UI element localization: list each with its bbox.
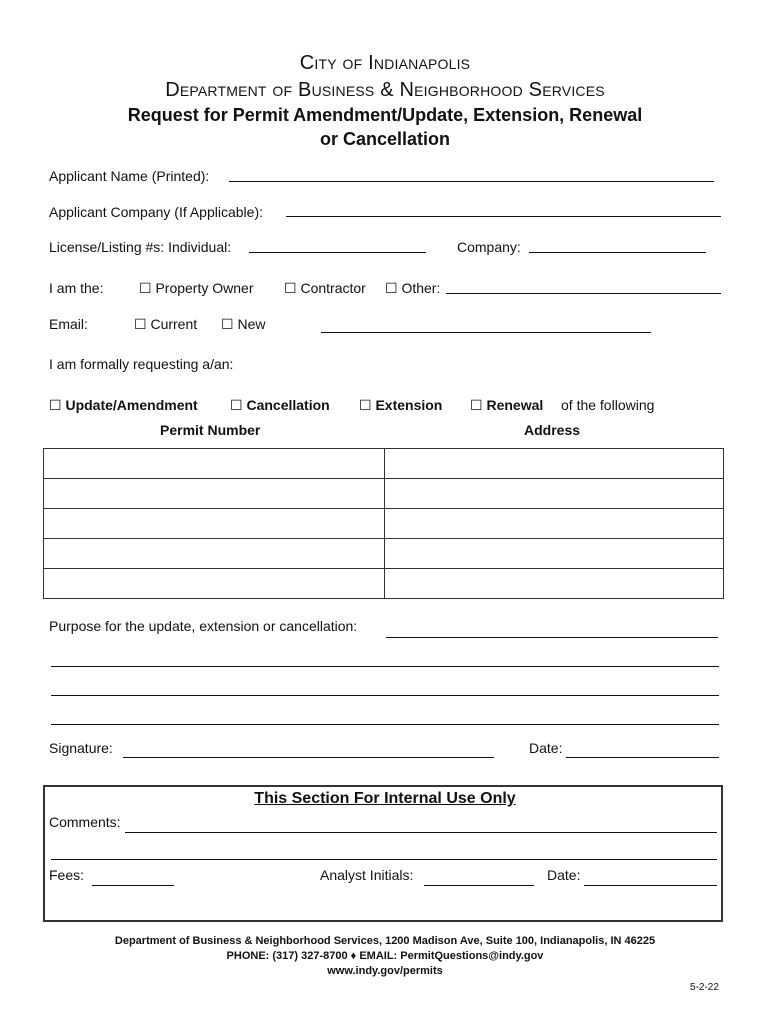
footer-address: Department of Business & Neighborhood Services, 1200 Madison Ave, Suite 100, Indianapolis, IN 46225 bbox=[114, 935, 656, 947]
analyst-initials-label: Analyst Initials: bbox=[320, 867, 414, 883]
request-update-option[interactable] bbox=[49, 397, 198, 414]
request-renewal-option[interactable] bbox=[470, 397, 543, 414]
permit-number-cell[interactable] bbox=[44, 479, 385, 509]
checkbox-icon[interactable]: ☐ bbox=[385, 280, 398, 296]
requesting-label: I am formally requesting a/an: bbox=[49, 356, 234, 372]
applicant-name-field[interactable] bbox=[229, 181, 714, 182]
iam-other-field[interactable] bbox=[446, 293, 721, 294]
table-row bbox=[44, 479, 724, 509]
signature-label: Signature: bbox=[49, 740, 113, 756]
permit-number-cell[interactable] bbox=[44, 539, 385, 569]
iam-other-option[interactable] bbox=[385, 280, 440, 297]
email-field[interactable] bbox=[321, 332, 651, 333]
fees-label: Fees: bbox=[49, 867, 85, 883]
purpose-field-4[interactable] bbox=[51, 724, 719, 725]
table-row bbox=[44, 539, 724, 569]
iam-other-label: Other: bbox=[401, 280, 441, 296]
purpose-label: Purpose for the update, extension or cancellation: bbox=[49, 618, 358, 634]
applicant-company-field[interactable] bbox=[286, 216, 721, 217]
address-cell[interactable] bbox=[385, 479, 724, 509]
internal-date-label: Date: bbox=[547, 867, 581, 883]
permit-number-cell[interactable] bbox=[44, 569, 385, 599]
signature-field[interactable] bbox=[123, 757, 494, 758]
header-city: City of Indianapolis bbox=[299, 52, 471, 74]
permit-table bbox=[43, 448, 724, 599]
address-cell[interactable] bbox=[385, 569, 724, 599]
email-current-option[interactable] bbox=[134, 316, 197, 333]
internal-use-title: This Section For Internal Use Only bbox=[254, 790, 516, 807]
checkbox-icon[interactable]: ☐ bbox=[470, 397, 483, 413]
applicant-name-label: Applicant Name (Printed): bbox=[49, 168, 210, 184]
checkbox-icon[interactable]: ☐ bbox=[230, 397, 243, 413]
comments-field-1[interactable] bbox=[125, 832, 717, 833]
address-cell[interactable] bbox=[385, 509, 724, 539]
checkbox-icon[interactable]: ☐ bbox=[139, 280, 152, 296]
purpose-field-3[interactable] bbox=[51, 695, 719, 696]
table-row bbox=[44, 569, 724, 599]
license-individual-label: License/Listing #s: Individual: bbox=[49, 239, 232, 255]
request-extension-option[interactable] bbox=[359, 397, 442, 414]
footer-website[interactable]: www.indy.gov/permits bbox=[327, 965, 443, 977]
request-renewal-label: Renewal bbox=[486, 397, 544, 413]
request-cancellation-label: Cancellation bbox=[246, 397, 330, 413]
col-header-permit: Permit Number bbox=[160, 422, 261, 438]
email-label: Email: bbox=[49, 316, 88, 332]
table-row bbox=[44, 509, 724, 539]
header-department: Department of Business & Neighborhood Services bbox=[165, 79, 605, 101]
analyst-initials-field[interactable] bbox=[424, 885, 534, 886]
following-text: of the following bbox=[561, 397, 655, 413]
purpose-field-1[interactable] bbox=[386, 637, 718, 638]
checkbox-icon[interactable]: ☐ bbox=[49, 397, 62, 413]
applicant-company-label: Applicant Company (If Applicable): bbox=[49, 204, 263, 220]
internal-date-field[interactable] bbox=[584, 885, 717, 886]
email-new-label: New bbox=[237, 316, 266, 332]
address-cell[interactable] bbox=[385, 539, 724, 569]
comments-label: Comments: bbox=[49, 814, 121, 830]
request-update-label: Update/Amendment bbox=[65, 397, 198, 413]
checkbox-icon[interactable]: ☐ bbox=[359, 397, 372, 413]
table-row bbox=[44, 449, 724, 479]
form-title: Request for Permit Amendment/Update, Extension, Renewal bbox=[127, 105, 643, 125]
date-field[interactable] bbox=[566, 757, 719, 758]
email-new-option[interactable] bbox=[221, 316, 265, 333]
permit-number-cell[interactable] bbox=[44, 509, 385, 539]
address-cell[interactable] bbox=[385, 449, 724, 479]
purpose-field-2[interactable] bbox=[51, 666, 719, 667]
footer-contact: PHONE: (317) 327-8700 ♦ EMAIL: PermitQuestions@indy.gov bbox=[226, 950, 544, 962]
form-version: 5-2-22 bbox=[690, 982, 719, 993]
request-extension-label: Extension bbox=[375, 397, 443, 413]
license-individual-field[interactable] bbox=[249, 252, 426, 253]
iam-owner-option[interactable] bbox=[139, 280, 254, 297]
permit-number-cell[interactable] bbox=[44, 449, 385, 479]
checkbox-icon[interactable]: ☐ bbox=[134, 316, 147, 332]
iam-contractor-label: Contractor bbox=[300, 280, 366, 296]
license-company-label: Company: bbox=[457, 239, 521, 255]
date-label: Date: bbox=[529, 740, 563, 756]
checkbox-icon[interactable]: ☐ bbox=[284, 280, 297, 296]
iam-contractor-option[interactable] bbox=[284, 280, 366, 297]
fees-field[interactable] bbox=[92, 885, 174, 886]
checkbox-icon[interactable]: ☐ bbox=[221, 316, 234, 332]
iam-label: I am the: bbox=[49, 280, 104, 296]
license-company-field[interactable] bbox=[529, 252, 706, 253]
iam-owner-label: Property Owner bbox=[155, 280, 254, 296]
request-cancellation-option[interactable] bbox=[230, 397, 330, 414]
form-title-cont: or Cancellation bbox=[319, 129, 451, 149]
comments-field-2[interactable] bbox=[51, 859, 717, 860]
email-current-label: Current bbox=[150, 316, 198, 332]
col-header-address: Address bbox=[524, 422, 581, 438]
